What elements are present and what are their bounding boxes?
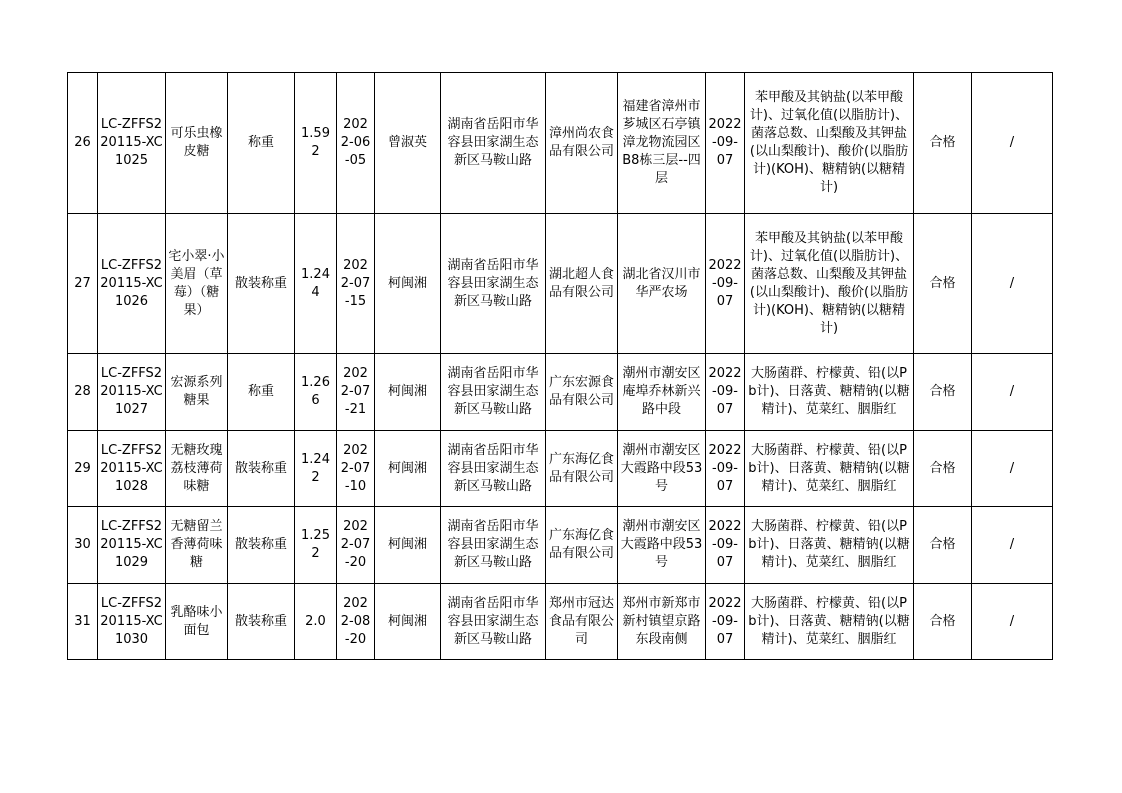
row-number-cell: 27 — [68, 214, 98, 354]
production-date-cell: 2022-07-15 — [337, 214, 375, 354]
test-items-cell: 大肠菌群、柠檬黄、铅(以Pb计)、日落黄、糖精钠(以糖精计)、苋菜红、胭脂红 — [745, 354, 914, 431]
production-date-cell: 2022-08-20 — [337, 584, 375, 660]
sampling-location-cell: 湖南省岳阳市华容县田家湖生态新区马鞍山路 — [441, 73, 546, 214]
sampler-cell: 柯闽湘 — [375, 431, 441, 507]
production-date-cell: 2022-07-21 — [337, 354, 375, 431]
unit-price-cell: 1.592 — [295, 73, 337, 214]
test-items-cell: 苯甲酸及其钠盐(以苯甲酸计)、过氧化值(以脂肪计)、菌落总数、山梨酸及其钾盐(以山梨酸计)、酸价(以脂肪计)(KOH)、糖精钠(以糖精计) — [745, 214, 914, 354]
test-date-cell: 2022-09-07 — [706, 584, 745, 660]
product-name-cell: 无糖留兰香薄荷味糖 — [166, 507, 228, 584]
remark-cell: / — [972, 507, 1053, 584]
sampler-cell: 柯闽湘 — [375, 584, 441, 660]
sale-type-cell: 散装称重 — [228, 431, 295, 507]
producer-address-cell: 福建省漳州市芗城区石亭镇漳龙物流园区B8栋三层--四层 — [618, 73, 706, 214]
producer-address-cell: 郑州市新郑市新村镇望京路东段南侧 — [618, 584, 706, 660]
sale-type-cell: 称重 — [228, 73, 295, 214]
row-number-cell: 28 — [68, 354, 98, 431]
test-result-cell: 合格 — [914, 73, 972, 214]
row-number-cell: 31 — [68, 584, 98, 660]
product-name-cell: 无糖玫瑰荔枝薄荷味糖 — [166, 431, 228, 507]
sampler-cell: 柯闽湘 — [375, 214, 441, 354]
producer-address-cell: 潮州市潮安区大霞路中段53号 — [618, 507, 706, 584]
test-items-cell: 大肠菌群、柠檬黄、铅(以Pb计)、日落黄、糖精钠(以糖精计)、苋菜红、胭脂红 — [745, 431, 914, 507]
producer-address-cell: 湖北省汉川市华严农场 — [618, 214, 706, 354]
production-date-cell: 2022-07-10 — [337, 431, 375, 507]
table-row — [68, 354, 1053, 431]
table-row — [68, 507, 1053, 584]
inspection-results-table — [67, 72, 1053, 660]
sample-id-cell: LC-ZFFS220115-XC1029 — [98, 507, 166, 584]
test-date-cell: 2022-09-07 — [706, 354, 745, 431]
sampler-cell: 柯闽湘 — [375, 507, 441, 584]
producer-name-cell: 湖北超人食品有限公司 — [546, 214, 618, 354]
sampling-location-cell: 湖南省岳阳市华容县田家湖生态新区马鞍山路 — [441, 431, 546, 507]
table-row — [68, 584, 1053, 660]
row-number-cell: 29 — [68, 431, 98, 507]
sampling-location-cell: 湖南省岳阳市华容县田家湖生态新区马鞍山路 — [441, 507, 546, 584]
remark-cell: / — [972, 431, 1053, 507]
test-date-cell: 2022-09-07 — [706, 507, 745, 584]
producer-name-cell: 漳州尚农食品有限公司 — [546, 73, 618, 214]
production-date-cell: 2022-06-05 — [337, 73, 375, 214]
test-date-cell: 2022-09-07 — [706, 214, 745, 354]
remark-cell: / — [972, 214, 1053, 354]
producer-name-cell: 广东海亿食品有限公司 — [546, 507, 618, 584]
test-items-cell: 大肠菌群、柠檬黄、铅(以Pb计)、日落黄、糖精钠(以糖精计)、苋菜红、胭脂红 — [745, 507, 914, 584]
test-result-cell: 合格 — [914, 507, 972, 584]
producer-name-cell: 郑州市冠达食品有限公司 — [546, 584, 618, 660]
test-date-cell: 2022-09-07 — [706, 73, 745, 214]
sample-id-cell: LC-ZFFS220115-XC1030 — [98, 584, 166, 660]
test-result-cell: 合格 — [914, 354, 972, 431]
row-number-cell: 26 — [68, 73, 98, 214]
producer-name-cell: 广东宏源食品有限公司 — [546, 354, 618, 431]
remark-cell: / — [972, 584, 1053, 660]
sale-type-cell: 称重 — [228, 354, 295, 431]
test-date-cell: 2022-09-07 — [706, 431, 745, 507]
remark-cell: / — [972, 354, 1053, 431]
sample-id-cell: LC-ZFFS220115-XC1028 — [98, 431, 166, 507]
product-name-cell: 宏源系列糖果 — [166, 354, 228, 431]
sample-id-cell: LC-ZFFS220115-XC1026 — [98, 214, 166, 354]
unit-price-cell: 1.252 — [295, 507, 337, 584]
test-result-cell: 合格 — [914, 431, 972, 507]
unit-price-cell: 1.244 — [295, 214, 337, 354]
sampler-cell: 柯闽湘 — [375, 354, 441, 431]
product-name-cell: 可乐虫橡皮糖 — [166, 73, 228, 214]
sampling-location-cell: 湖南省岳阳市华容县田家湖生态新区马鞍山路 — [441, 354, 546, 431]
sale-type-cell: 散装称重 — [228, 584, 295, 660]
table-row — [68, 214, 1053, 354]
product-name-cell: 乳酪味小面包 — [166, 584, 228, 660]
producer-address-cell: 潮州市潮安区庵埠乔林新兴路中段 — [618, 354, 706, 431]
test-items-cell: 苯甲酸及其钠盐(以苯甲酸计)、过氧化值(以脂肪计)、菌落总数、山梨酸及其钾盐(以山梨酸计)、酸价(以脂肪计)(KOH)、糖精钠(以糖精计) — [745, 73, 914, 214]
sample-id-cell: LC-ZFFS220115-XC1025 — [98, 73, 166, 214]
sampling-location-cell: 湖南省岳阳市华容县田家湖生态新区马鞍山路 — [441, 214, 546, 354]
row-number-cell: 30 — [68, 507, 98, 584]
unit-price-cell: 2.0 — [295, 584, 337, 660]
unit-price-cell: 1.266 — [295, 354, 337, 431]
table-row — [68, 73, 1053, 214]
remark-cell: / — [972, 73, 1053, 214]
production-date-cell: 2022-07-20 — [337, 507, 375, 584]
unit-price-cell: 1.242 — [295, 431, 337, 507]
product-name-cell: 宅小翠·小美眉（草莓）（糖果） — [166, 214, 228, 354]
sampler-cell: 曾淑英 — [375, 73, 441, 214]
test-items-cell: 大肠菌群、柠檬黄、铅(以Pb计)、日落黄、糖精钠(以糖精计)、苋菜红、胭脂红 — [745, 584, 914, 660]
sale-type-cell: 散装称重 — [228, 214, 295, 354]
test-result-cell: 合格 — [914, 214, 972, 354]
sampling-location-cell: 湖南省岳阳市华容县田家湖生态新区马鞍山路 — [441, 584, 546, 660]
test-result-cell: 合格 — [914, 584, 972, 660]
sale-type-cell: 散装称重 — [228, 507, 295, 584]
producer-address-cell: 潮州市潮安区大霞路中段53号 — [618, 431, 706, 507]
table-row — [68, 431, 1053, 507]
sample-id-cell: LC-ZFFS220115-XC1027 — [98, 354, 166, 431]
producer-name-cell: 广东海亿食品有限公司 — [546, 431, 618, 507]
